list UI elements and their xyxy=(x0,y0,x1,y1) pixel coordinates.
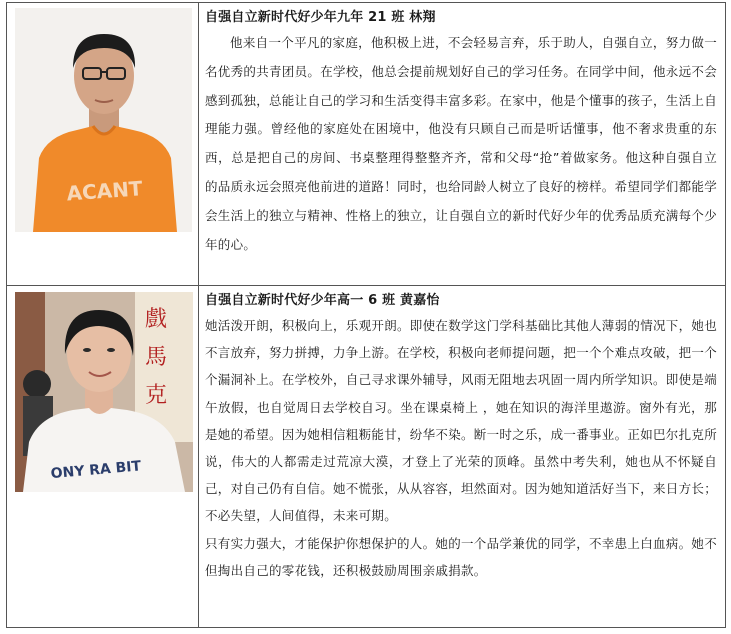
banner-char: 戲 xyxy=(145,307,168,332)
svg-text:ACANT: ACANT xyxy=(65,176,144,206)
portrait-illustration xyxy=(15,292,193,492)
photo-cell xyxy=(7,3,199,285)
portrait-illustration xyxy=(15,8,192,232)
student-photo xyxy=(15,8,192,232)
profile-text-cell xyxy=(199,286,725,627)
profile-title: 自强自立新时代好少年九年 21 班 林翔 xyxy=(205,10,436,25)
profile-text-cell xyxy=(199,3,725,285)
profile-row xyxy=(7,3,725,286)
profile-row xyxy=(7,286,725,627)
student-photo xyxy=(15,292,193,492)
profile-title: 自强自立新时代好少年高一 6 班 黄嘉怡 xyxy=(205,293,440,308)
banner-char: 克 xyxy=(145,383,168,408)
svg-text:ONY RA BIT: ONY RA BIT xyxy=(50,458,142,483)
profile-paragraph: 她活泼开朗，积极向上，乐观开朗。即使在数学这门学科基础比其他人薄弱的情况下，她也不言放弃，努力拼搏，力争上游。在学校，积极向老师提问题，把一个个难点攻破，把一个个漏洞补上。在学校外，自己寻求课外辅导，风雨无阻地去巩固一周内所学知识。即使是端午放假，也自觉周日去学校自习。坐在课桌椅上 ，她在知识的海洋里遨游。窗外有光，那是她的希望。因为她相信粗粝能甘，纷华不染。断一时之乐，成一番事业。正如巴尔扎克所说，伟大的人都需走过荒凉大漠，才登上了光荣的顶峰。虽然中考失利，她也从不怀疑自己，对自己仍有自信。她不慌张，从从容容，坦然面对。因为她知道活好当下，来日方长；不必失望，人间值得，未来可期。 xyxy=(205,318,718,524)
photo-cell xyxy=(7,286,199,627)
profile-table xyxy=(6,2,726,628)
profile-paragraph: 只有实力强大，才能保护你想保护的人。她的一个品学兼优的同学，不幸患上白血病。她不但掏出自己的零花钱，还积极鼓励周围亲戚捐款。 xyxy=(205,535,718,578)
banner-char: 馬 xyxy=(145,345,168,370)
profile-paragraph: 他来自一个平凡的家庭，他积极上进，不会轻易言弃，乐于助人，自强自立，努力做一名优秀的共青团员。在学校，他总会提前规划好自己的学习任务。在同学中间，他永远不会感到孤独，总能让自己的学习和生活变得丰富多彩。在家中，他是个懂事的孩子，生活上自理能力强。曾经他的家庭处在困境中，他没有只顾自己而是听话懂事，他不奢求贵重的东西，总是把自己的房间、书桌整理得整整齐齐，常和父母“抢”着做家务。他这种自强自立的品质永远会照亮他前进的道路！同时，也给同龄人树立了良好的榜样。希望同学们都能学会生活上的独立与精神、性格上的独立，让自强自立的新时代好少年的优秀品质充满每个少年的心。 xyxy=(205,35,718,252)
